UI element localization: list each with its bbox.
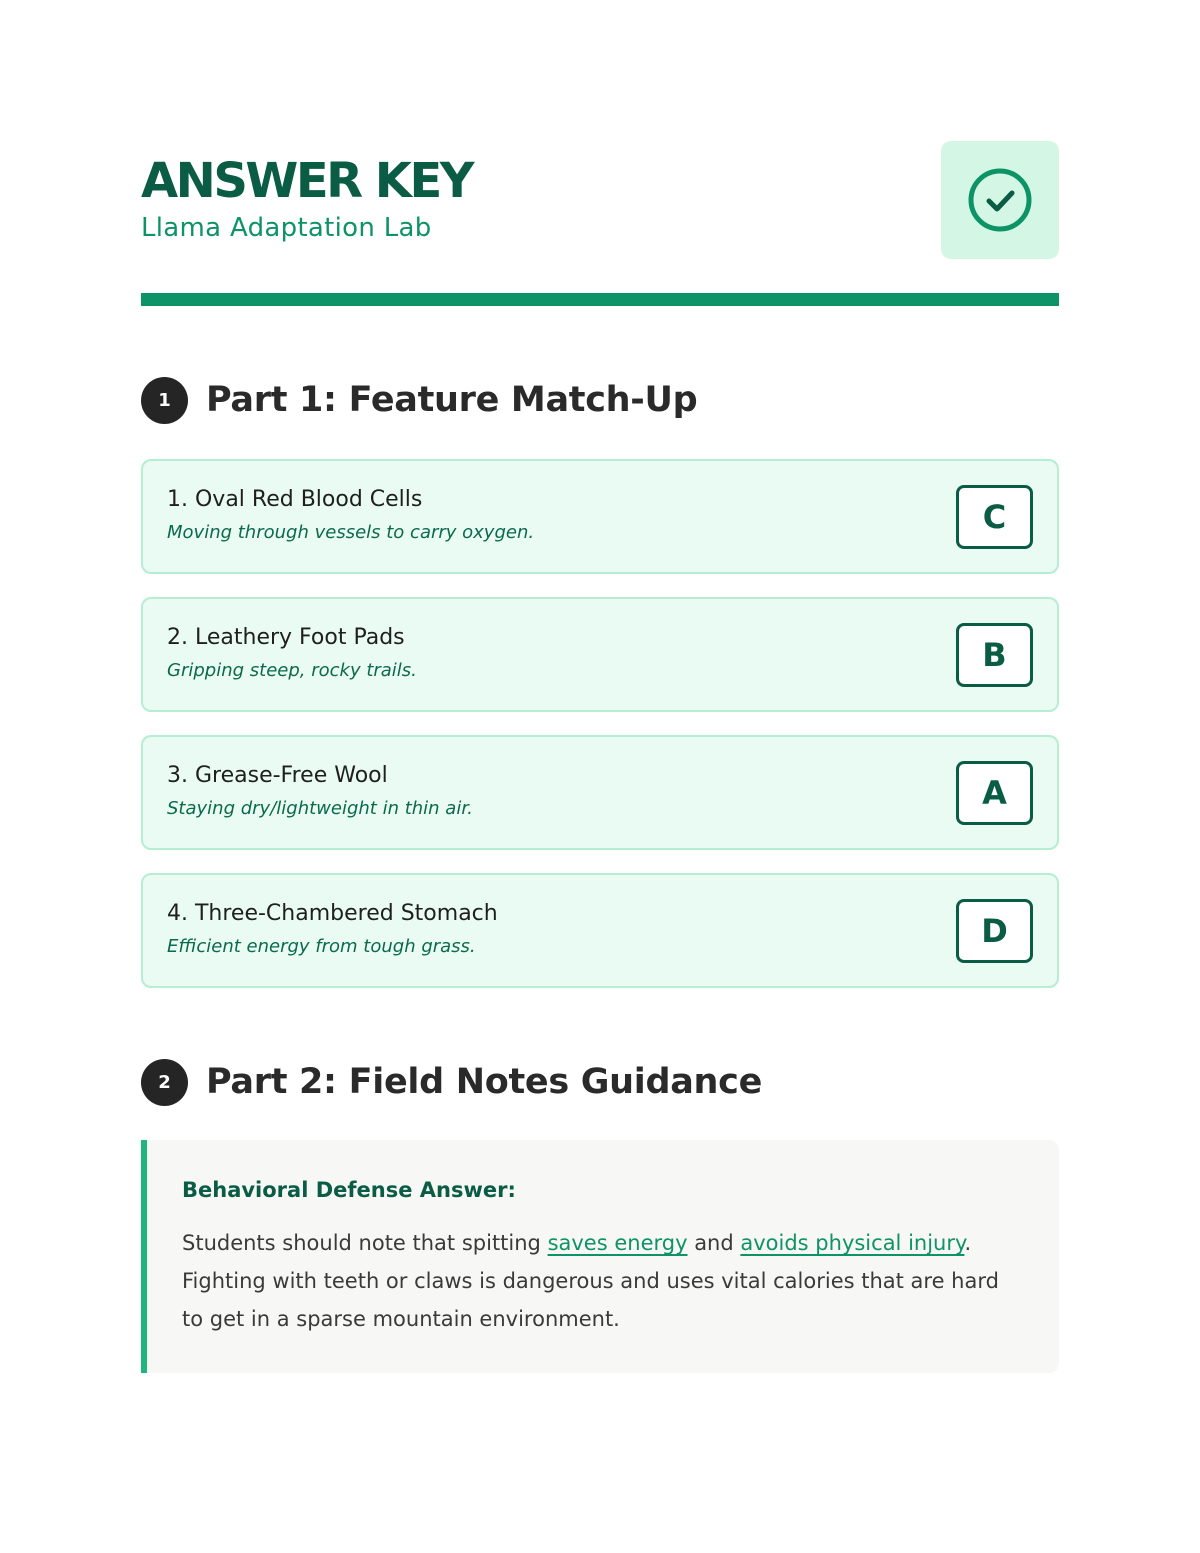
match-card — [141, 873, 1059, 988]
feature-title: 3. Grease-Free Wool — [167, 763, 388, 788]
section-heading-part-1 — [141, 376, 1059, 424]
answer-key-badge — [941, 141, 1059, 259]
answer-letter: B — [956, 623, 1033, 687]
feature-title: 4. Three-Chambered Stomach — [167, 901, 498, 926]
match-card — [141, 459, 1059, 574]
guidance-text-segment: . Fighting with teeth or claws is dangerous and uses vital calories that are hard to get in a sparse mountain environment. — [182, 1231, 999, 1331]
answer-letter: D — [956, 899, 1033, 963]
feature-description: Efficient energy from tough grass. — [167, 936, 476, 957]
section-number-badge: 1 — [141, 377, 188, 424]
match-card — [141, 597, 1059, 712]
highlight-saves-energy: saves energy — [547, 1231, 688, 1255]
section-title: Part 1: Feature Match-Up — [206, 380, 698, 420]
header-divider — [141, 293, 1059, 306]
feature-description: Gripping steep, rocky trails. — [167, 660, 417, 681]
check-circle-icon — [966, 166, 1034, 234]
feature-title: 2. Leathery Foot Pads — [167, 625, 405, 650]
highlight-avoids-injury: avoids physical injury — [740, 1231, 965, 1255]
feature-description: Staying dry/lightweight in thin air. — [167, 798, 473, 819]
feature-title: 1. Oval Red Blood Cells — [167, 487, 423, 512]
section-heading-part-2 — [141, 1058, 1059, 1106]
feature-description: Moving through vessels to carry oxygen. — [167, 522, 535, 543]
page-title: ANSWER KEY — [141, 153, 473, 209]
guidance-text-segment: and — [687, 1231, 741, 1255]
section-number-badge: 2 — [141, 1059, 188, 1106]
guidance-text-segment: Students should note that spitting — [182, 1231, 548, 1255]
section-title: Part 2: Field Notes Guidance — [206, 1062, 763, 1102]
answer-letter: C — [956, 485, 1033, 549]
answer-letter: A — [956, 761, 1033, 825]
page-subtitle: Llama Adaptation Lab — [141, 213, 432, 243]
field-notes-guidance-box — [141, 1140, 1059, 1373]
feature-match-list — [141, 459, 1059, 1011]
guidance-text — [182, 1224, 1019, 1338]
header — [141, 141, 1059, 259]
match-card — [141, 735, 1059, 850]
guidance-label: Behavioral Defense Answer: — [182, 1178, 516, 1202]
